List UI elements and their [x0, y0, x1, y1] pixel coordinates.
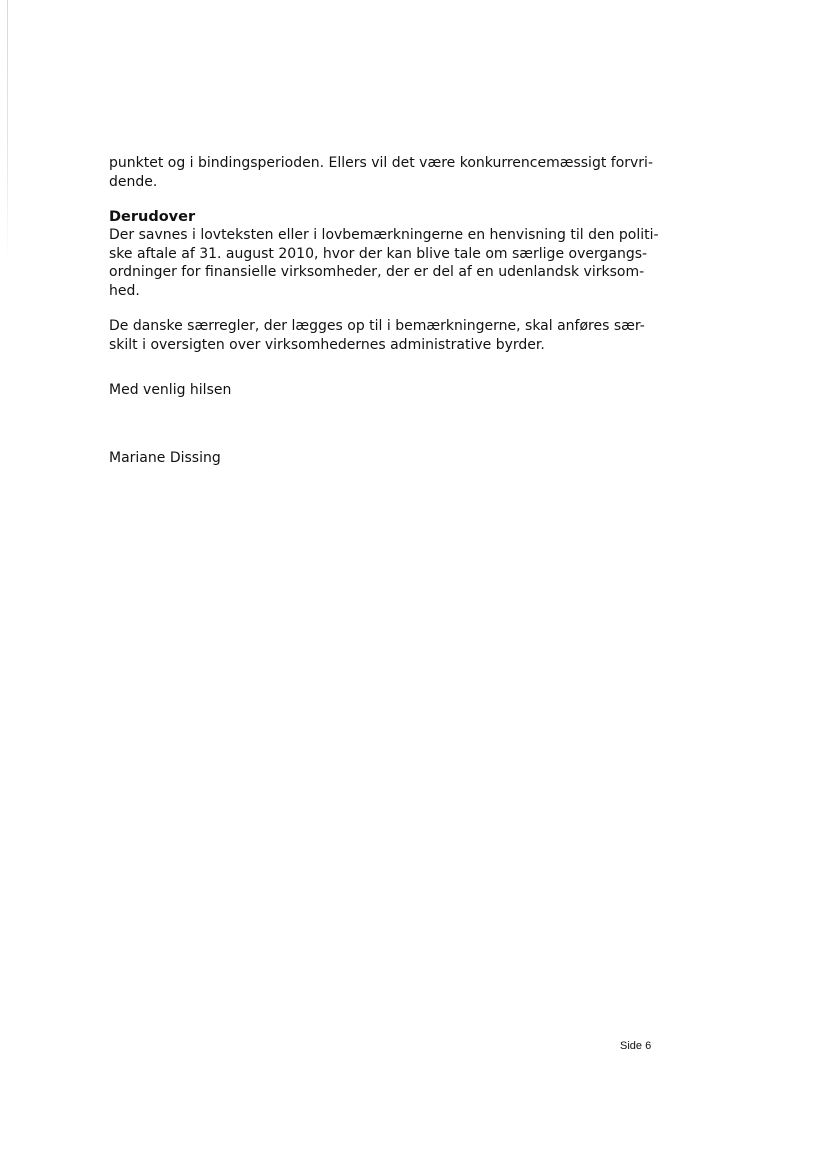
closing-salutation: Med venlig hilsen	[109, 382, 232, 398]
paragraph-spacer	[109, 300, 669, 317]
text-line: skilt i oversigten over virksomhedernes administrative byrder.	[109, 336, 545, 353]
text-line: hed.	[109, 282, 140, 299]
scan-edge-mark	[7, 0, 8, 265]
paragraph-continuation	[109, 154, 669, 191]
section-heading: Derudover	[109, 209, 196, 225]
text-line: punktet og i bindingsperioden. Ellers vil det være konkurrencemæssigt forvri-	[109, 155, 653, 171]
text-line: ordninger for finansielle virksomheder, der er del af en udenlandsk virksom-	[109, 264, 645, 280]
text-line: Der savnes i lovteksten eller i lovbemærkningerne en henvisning til den politi-	[109, 227, 659, 243]
text-line: dende.	[109, 173, 158, 190]
text-line: ske aftale af 31. august 2010, hvor der kan blive tale om særlige overgangs-	[109, 245, 648, 262]
paragraph-derudover	[109, 208, 669, 300]
signature-name: Mariane Dissing	[109, 450, 221, 466]
paragraph-spacer	[109, 191, 669, 208]
page-number: Side 6	[620, 1040, 652, 1052]
text-line: De danske særregler, der lægges op til i bemærkningerne, skal anføres sær-	[109, 318, 645, 334]
paragraph-saerregler	[109, 317, 669, 354]
letter-body	[109, 154, 669, 354]
